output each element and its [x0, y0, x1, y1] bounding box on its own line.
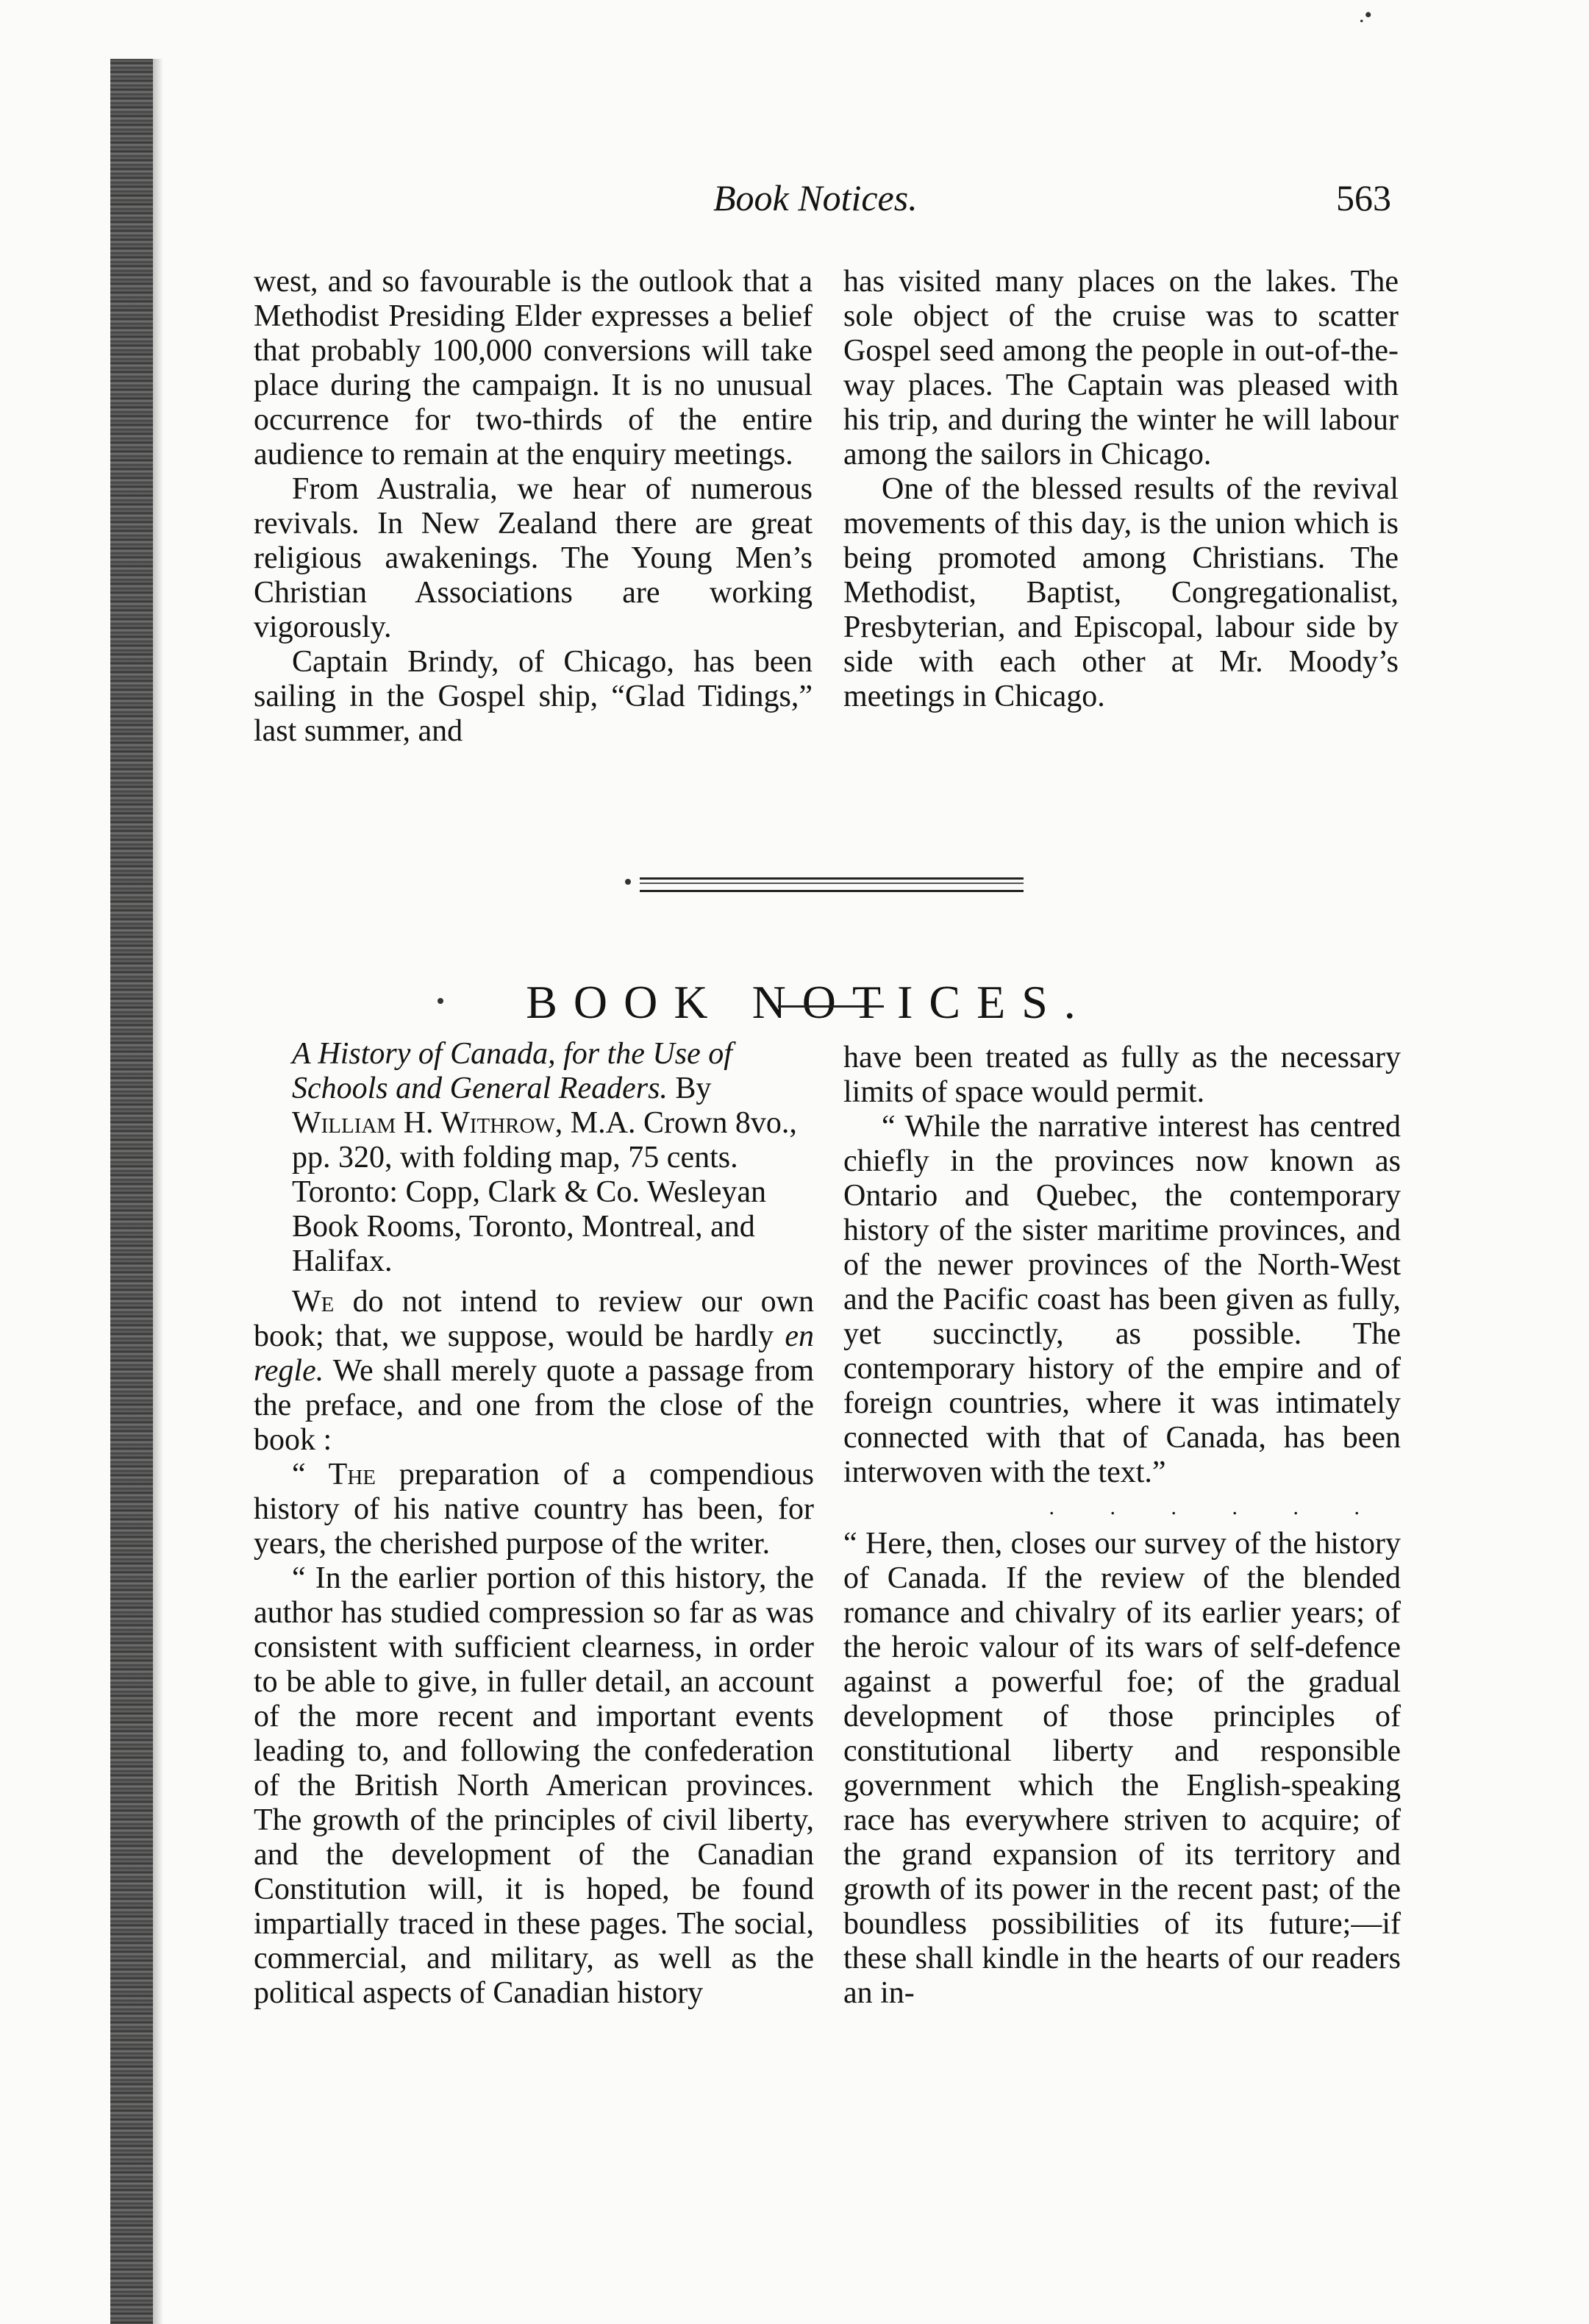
paragraph: One of the blessed results of the revival movements of this day, is the union which is being promoted among Christians. The Methodist, Baptist, Congregationalist, Presbyterian, and Episcopal, labour side by side with each other at Mr. Moody’s meetings in Chicago. [843, 472, 1399, 713]
paragraph: “ In the earlier portion of this history, the author has studied compression so far as was consistent with sufficient clearness, in order to be able to give, in fuller detail, an account of the more recent and important events leading to, and following the confederation of the British North American provinces. The growth of the principles of civil liberty, and the development of the Canadian Constitution will, it is hoped, be found impartially traced in these pages. The social, commercial, and military, as well as the political aspects of Canadian history [254, 1561, 814, 2010]
top-left-column [254, 265, 813, 749]
text-run: preparation of a compendious history of his native country has been, for years, the cherished purpose of the writer. [254, 1458, 814, 1561]
book-entry [254, 1037, 814, 1279]
book-title: A History of Canada, for the Use of Schools and General Readers. [292, 1037, 732, 1105]
book-by: By [675, 1072, 712, 1105]
top-right-column [843, 265, 1399, 714]
text-run: do not intend to review our own book; that, we suppose, would be hardly [254, 1285, 814, 1353]
paragraph: has visited many places on the lakes. The sole object of the cruise was to scatter Gospel seed among the people in out-of-the-way places. The Captain was pleased with his trip, and during the winter he will labour among the sailors in Chicago. [843, 265, 1399, 471]
book-author: William H. Withrow, M.A. [292, 1106, 636, 1140]
paragraph: Captain Brindy, of Chicago, has been sailing in the Gospel ship, “Glad Tidings,” last summer, and [254, 645, 813, 748]
paragraph: From Australia, we hear of numerous revivals. In New Zealand there are great religious awakenings. The Young Men’s Christian Associations are working vigorously. [254, 472, 813, 644]
paragraph [254, 1285, 814, 1458]
running-head [243, 177, 1391, 228]
paragraph: west, and so favourable is the outlook that a Methodist Presiding Elder expresses a belief that probably 100,000 conversions will take place during the campaign. It is no unusual occurrence for two-thirds of the entire audience to remain at the enquiry meetings. [254, 265, 813, 471]
lead-word: We [292, 1285, 335, 1319]
running-title: Book Notices. [713, 177, 918, 218]
heading-underline-rule [778, 1005, 884, 1008]
bottom-right-column [843, 1041, 1401, 2011]
bottom-left-column [254, 1037, 814, 2011]
section-heading: BOOK NOTICES. [526, 976, 1092, 1029]
section-divider-rule [640, 877, 1024, 892]
italic-phrase: en regle. [254, 1319, 814, 1388]
corner-mark: .• [1359, 3, 1373, 27]
stray-dot [625, 879, 631, 885]
lead-word: “ The [292, 1458, 376, 1491]
paragraph: “ While the narrative interest has centred chiefly in the provinces now known as Ontario and Quebec, the contemporary history of the sister maritime provinces, and of the newer provinces of the North-West and the Pacific coast has been given as fully, yet succinctly, as possible. The contemporary history of the empire and of foreign countries, where it was intimately connected with that of Canada, has been interwoven with the text.” [843, 1110, 1401, 1489]
book-details: Crown 8vo., pp. 320, with folding map, 75 cents. Toronto: Copp, Clark & Co. Wesleyan Book Rooms, Toronto, Montreal, and Halifax. [292, 1106, 797, 1278]
paragraph: have been treated as fully as the necessary limits of space would permit. [843, 1041, 1401, 1109]
stray-dot [438, 998, 443, 1004]
book-binding-edge [110, 59, 153, 2324]
text-run: We shall merely quote a passage from the preface, and one from the close of the book : [254, 1354, 814, 1457]
ellipsis-row: . . . . . . [1049, 1495, 1385, 1519]
page-number: 563 [1336, 177, 1391, 218]
paragraph [254, 1458, 814, 1561]
paragraph: “ Here, then, closes our survey of the history of Canada. If the review of the blended romance and chivalry of its earlier years; of the heroic valour of its wars of self-defence against a powerful foe; of the gradual development of those principles of constitutional liberty and responsible government which the English-speaking race has everywhere striven to acquire; of the grand expansion of its territory and growth of its power in the recent past; of the boundless possibilities of its future;—if these shall kindle in the hearts of our readers an in- [843, 1527, 1401, 2010]
